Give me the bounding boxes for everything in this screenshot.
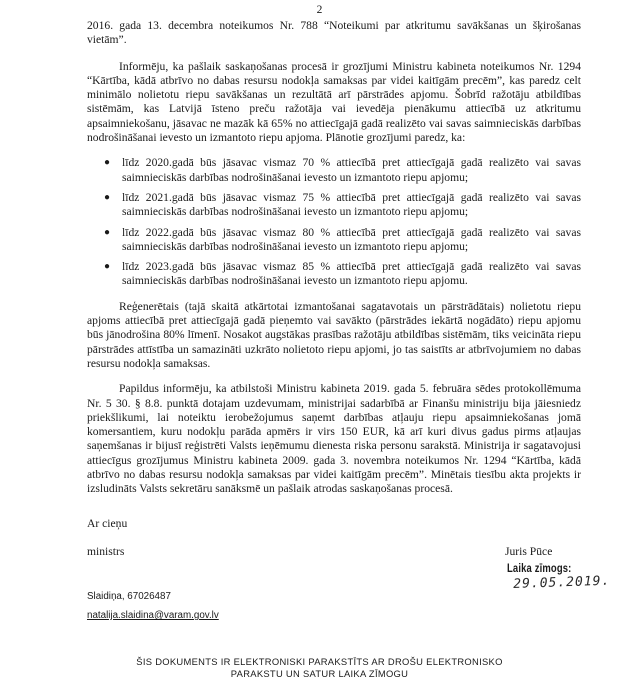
paragraph-4: Papildus informēju, ka atbilstoši Ministru kabineta 2019. gada 5. februāra sēdes protokollēmuma Nr. 5 30. § 8.8. punktā dotajam uzdevumam, ministrijai sadarbībā ar Finanšu ministriju bija jāiesniedz priekšlikumi, lai noteiktu ierobežojumus saņemt darbības atļauju riepu apsaimniekošanas jomā komersantiem, kuru nodokļu parāda apmērs ir virs 150 EUR, kā arī kuri divus gadus pirms atļaujas saņemšanas ir bijusī reģistrēti Valsts ieņēmumu dienesta riska personu sarakstā. Ministrija ir sagatavojusi attiecīgus grozījumus Ministru kabineta 2009. gada 3. novembra noteikumos Nr. 1294 “Kārtība, kādā atbrīvo no dabas resursu nodokļa samaksas par videi kaitīgām precēm”. Minētais tiesību akta projekts ir izsludināts Valsts sekretāru sanāksmē un pašlaik atrodas saskaņošanas procesā.	[87, 382, 581, 496]
contact-name-phone: Slaidiņa, 67026487	[87, 591, 171, 602]
contact-email-link[interactable]: natalija.slaidina@varam.gov.lv	[87, 610, 219, 621]
paragraph-3: Reģenerētais (tajā skaitā atkārtotai izmantošanai sagatavotais un pārstrādātais) nolietotu riepu apjoms attiecībā pret attiecīgajā gadā pieņemto vai savākto (pārstrādes iekārtā nogādāto) riepu apjomu būs jānodrošina 80% līmenī. Nosakot augstākas prasības ražotāju atbildības sistēmām, tiks veicināta riepu pārstrādes attīstība un samazināti uzkrāto nolietoto riepu apjomi, jo tas saistīts ar atbrīvojumiem no dabas resursu nodokļa samaksas.	[87, 299, 581, 370]
letter-body	[87, 19, 581, 508]
list-item-text: līdz 2022.gadā būs jāsavac vismaz 80 % attiecībā pret attiecīgajā gadā realizēto vai savas saimnieciskās darbības nodrošināšanai ievesto un izmantoto riepu apjomu;	[122, 225, 581, 253]
signer-role: ministrs	[87, 545, 125, 558]
list-item-text: līdz 2020.gadā būs jāsavac vismaz 70 % attiecībā pret attiecīgajā gadā realizēto vai savas saimnieciskās darbības nodrošināšanai ievesto un izmantoto riepu apjomu;	[122, 156, 581, 184]
timestamp-label: Laika zīmogs:	[507, 563, 572, 575]
paragraph-1: 2016. gada 13. decembra noteikumos Nr. 788 “Noteikumi par atkritumu savākšanas un šķirošanas vietām”.	[87, 19, 581, 47]
list-item	[87, 191, 581, 220]
bullet-icon: ●	[104, 157, 111, 169]
paragraph-2: Informēju, ka pašlaik saskaņošanas procesā ir grozījumi Ministru kabineta noteikumos Nr. 1294 “Kārtība, kādā atbrīvo no dabas resursu nodokļa samaksas par videi kaitīgām precēm”, kas paredz celt minimālo nolietotu riepu savākšanas un rezultātā arī pārstrādes apjomu. Šobrīd ražotāju atbildības sistēmām, kas Latvijā īsteno preču ražotāja vai ievedēja pienākumu attiecībā uz atkritumu apsaimniekošanu, jāsavac ne mazāk kā 65% no attiecīgajā gadā realizēto vai savas saimnieciskās darbības nodrošināšanai ievesto un izmantoto riepu apjoma. Plānotie grozījumi paredz, ka:	[87, 59, 581, 145]
footer-line-2: PARAKSTU UN SATUR LAIKA ZĪMOGU	[230, 668, 409, 679]
list-item-text: līdz 2021.gadā būs jāsavac vismaz 75 % attiecībā pret attiecīgajā gadā realizēto vai savas saimnieciskās darbības nodrošināšanai ievesto un izmantoto riepu apjomu;	[122, 190, 581, 219]
signer-name: Juris Pūce	[505, 545, 553, 558]
bullet-icon: ●	[104, 191, 111, 203]
timestamp-date: 29.05.2019.	[513, 573, 611, 592]
closing-greeting: Ar cieņu	[87, 517, 128, 530]
list-item	[87, 156, 581, 185]
footer-line-1: ŠIS DOKUMENTS IR ELEKTRONISKI PARAKSTĪTS AR DROŠU ELEKTRONISKO	[136, 656, 503, 667]
list-item	[87, 260, 581, 289]
bullet-icon: ●	[104, 226, 111, 238]
page-number: 2	[316, 4, 323, 16]
list-item-text: līdz 2023.gadā būs jāsavac vismaz 85 % attiecībā pret attiecīgajā gadā realizēto vai savas saimnieciskās darbības nodrošināšanai ievesto un izmantoto riepu apjomu.	[122, 260, 581, 288]
e-signature-notice	[0, 656, 639, 680]
list-item	[87, 226, 581, 255]
planned-targets-list	[87, 156, 581, 288]
bullet-icon: ●	[104, 261, 111, 273]
